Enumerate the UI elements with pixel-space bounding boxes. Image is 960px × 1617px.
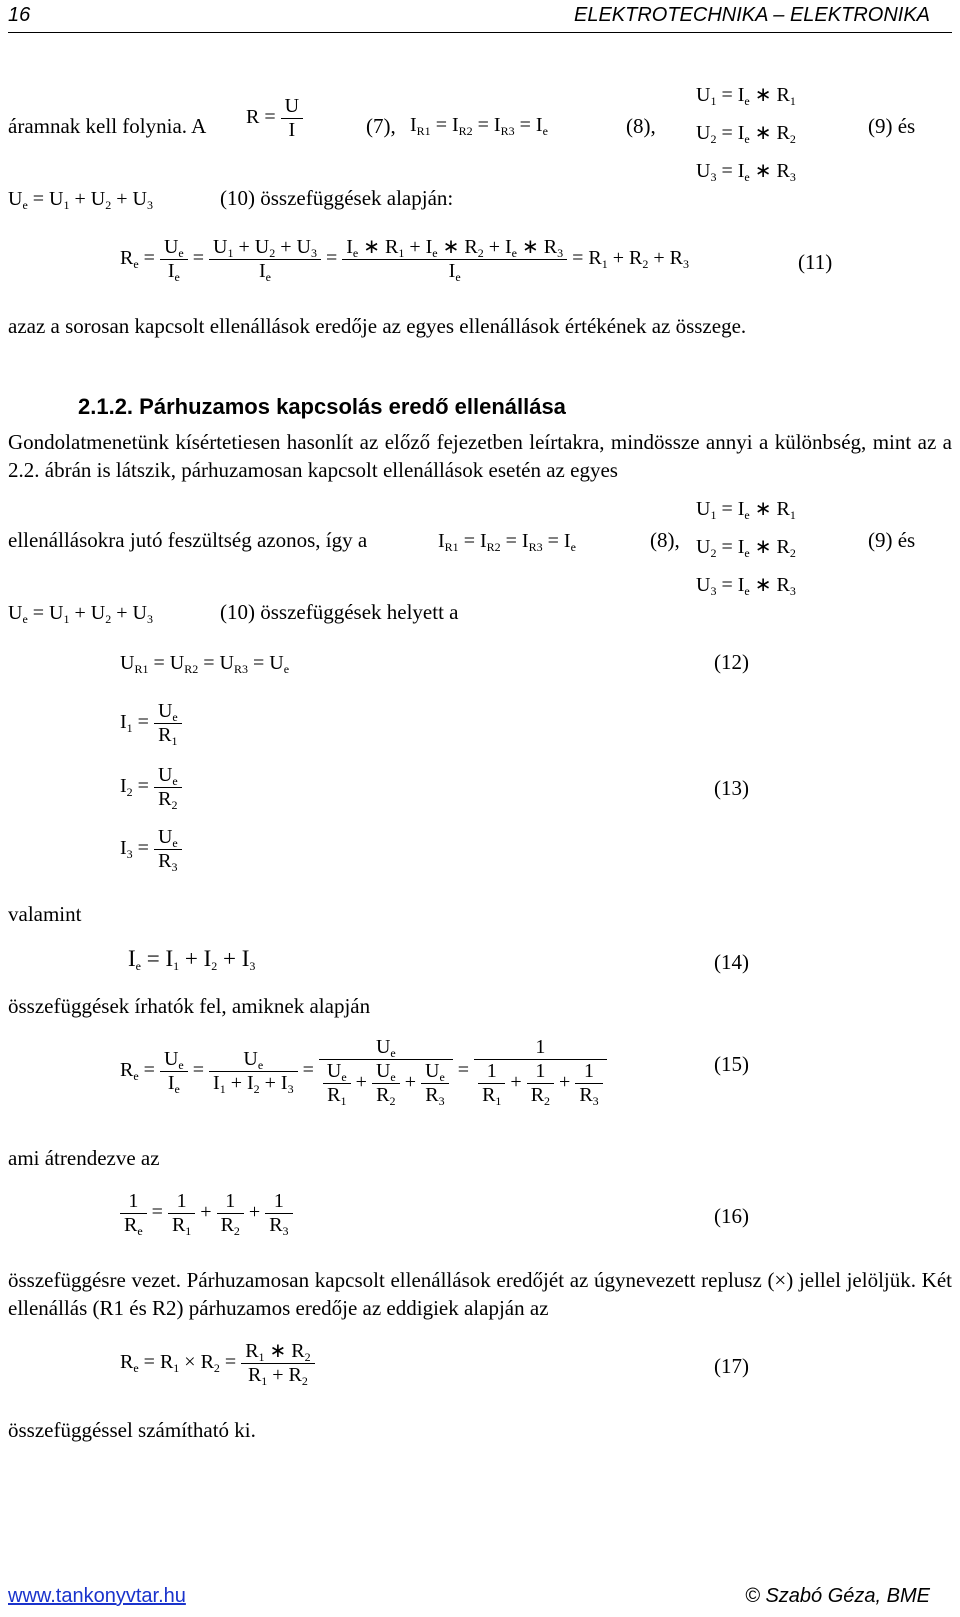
parallel-eq8-label: (8), [650, 528, 680, 552]
eq7-label: (7), [366, 114, 396, 138]
parallel-equation-10: $U_e = U_1 + U_2 + U_3$ [8, 602, 153, 626]
after-eq14-text: összefüggések írhatók fel, amiknek alapján [8, 994, 371, 1018]
parallel-voltage-text: ellenállásokra jutó feszültség azonos, így a [8, 528, 368, 552]
equation-9: $U_1 = I_e$ ∗ $R_1$ $U_2 = I_e$ ∗ $R_2$ $U_3 = I_e$ ∗ $R_3$ [696, 84, 796, 184]
header-rule [8, 32, 952, 33]
equation-11: $R_e$ = $\frac{U_e}{I_e}$ = $\frac{U_1 + U_2 + U_3}{I_e}$ = $\frac{I_e ∗ R_1 + I_e ∗ R_2 + I_e ∗ R_3}{I_e}$ = $R_1 + R_2 + R_3$ [120, 236, 689, 284]
parallel-eq9-label: (9) és [868, 528, 916, 552]
eq17-label: (17) [714, 1354, 749, 1378]
footer-author: © Szabó Géza, BME [745, 1585, 930, 1607]
eq8-label: (8), [626, 114, 656, 138]
eq14-label: (14) [714, 950, 749, 974]
parallel-paragraph: Gondolatmenetünk kísértetiesen hasonlít az előző fejezetben leírtakra, mindössze annyi a különbség, mint az a 2.2. ábrán is látszik, párhuzamosan kapcsolt ellenállások esetén az egyes [8, 430, 952, 482]
equation-17: $R_e = R_1 \times R_2$ = $\frac{R_1 ∗ R_2}{R_1 + R_2}$ [120, 1340, 315, 1387]
eq15-label: (15) [714, 1052, 749, 1076]
running-title: ELEKTROTECHNIKA – ELEKTRONIKA [573, 4, 930, 26]
section-heading: 2.1.2. Párhuzamos kapcsolás eredő ellenállása [78, 394, 566, 419]
eq12-label: (12) [714, 650, 749, 674]
equation-7: R = $\frac{U}{I}$ [246, 95, 303, 142]
after-eq17-text: összefüggéssel számítható ki. [8, 1418, 256, 1442]
equation-13a: $I_1$ = $\frac{U_e}{R_1}$ [120, 700, 182, 747]
page-number: 16 [8, 4, 31, 26]
series-conclusion: azaz a sorosan kapcsolt ellenállások eredője az egyes ellenállások értékének az összege. [8, 314, 747, 338]
equation-15: $R_e$ = $\frac{U_e}{I_e}$ = $\frac{U_e}{I_1 + I_2 + I_3}$ = $U_e$ $\frac{U_e}{R_1}$ + $\frac{U_e}{R_2}$ + $\frac{U_e}{R_3}$ = 1 $\frac{1}{R_1}$ + $\frac{1}{R_2}$ + $\frac{1}{R_3}$ [120, 1036, 607, 1107]
after-eq16-text: összefüggésre vezet. Párhuzamosan kapcsolt ellenállások eredőjét az úgynevezett replusz (×) jellel jelöljük. Két ellenállás (R1 és R2) párhuzamos eredője az eddigiek alapján az [8, 1268, 952, 1320]
equation-8: $I_{R1} = I_{R2} = I_{R3} = I_e$ [410, 114, 548, 138]
after-eq15-text: ami átrendezve az [8, 1146, 160, 1170]
equation-13c: $I_3$ = $\frac{U_e}{R_3}$ [120, 826, 182, 873]
equation-14: $I_e = I_1 + I_2 + I_3$ [128, 946, 256, 973]
eq9-label: (9) és [868, 114, 916, 138]
footer-website-link[interactable]: www.tankonyvtar.hu [8, 1585, 186, 1607]
series-intro-text: áramnak kell folynia. A [8, 114, 207, 138]
eq16-label: (16) [714, 1204, 749, 1228]
valamint-text: valamint [8, 902, 82, 926]
parallel-equation-9: $U_1 = I_e$ ∗ $R_1$ $U_2 = I_e$ ∗ $R_2$ $U_3 = I_e$ ∗ $R_3$ [696, 498, 796, 598]
parallel-equation-8: $I_{R1} = I_{R2} = I_{R3} = I_e$ [438, 530, 576, 554]
equation-13b: $I_2$ = $\frac{U_e}{R_2}$ [120, 764, 182, 811]
equation-16: $\frac{1}{R_e}$ = $\frac{1}{R_1}$ + $\frac{1}{R_2}$ + $\frac{1}{R_3}$ [120, 1190, 293, 1237]
parallel-eq10-label: (10) összefüggések helyett a [220, 600, 459, 624]
eq10-label: (10) összefüggések alapján: [220, 186, 454, 210]
equation-10: $U_e = U_1 + U_2 + U_3$ [8, 188, 153, 212]
eq13-label: (13) [714, 776, 749, 800]
equation-12: $U_{R1} = U_{R2} = U_{R3} = U_e$ [120, 652, 290, 676]
eq11-label: (11) [798, 250, 833, 274]
